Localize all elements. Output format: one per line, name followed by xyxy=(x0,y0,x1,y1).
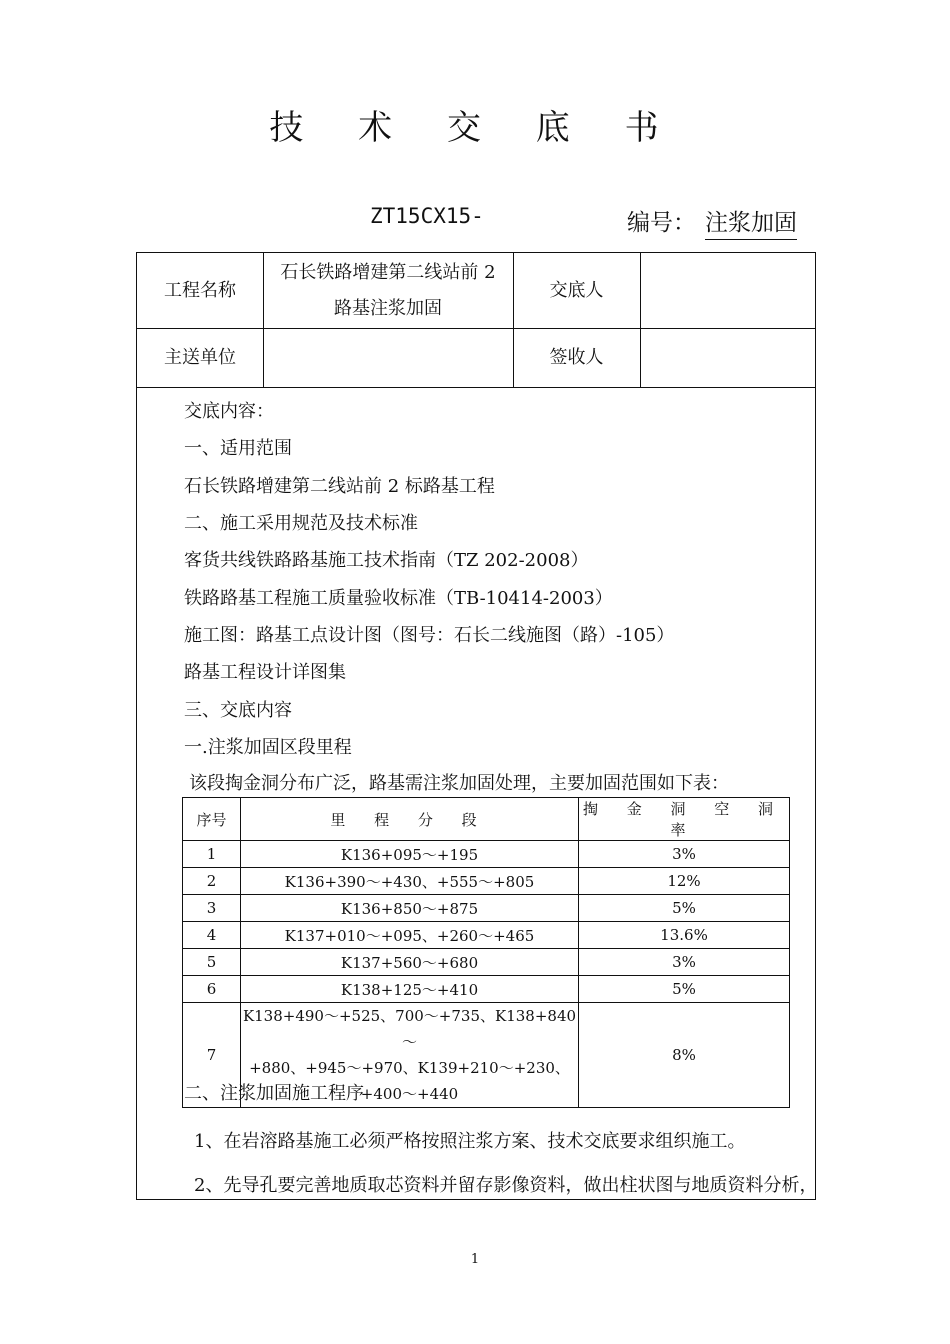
row-rate: 3% xyxy=(579,841,790,868)
row-rate: 12% xyxy=(579,868,790,895)
receiver-value xyxy=(640,328,817,387)
page-number: 1 xyxy=(470,1252,480,1267)
discloser-value xyxy=(640,253,817,328)
table-row xyxy=(183,868,790,895)
table-row xyxy=(183,895,790,922)
row-number: 5 xyxy=(183,949,241,976)
row-range: K137+560～+680 xyxy=(241,949,579,976)
range-line: +400～+440 xyxy=(360,1085,459,1103)
row-number: 3 xyxy=(183,895,241,922)
number-value: 注浆加固 xyxy=(705,204,797,240)
table-header-row xyxy=(183,798,790,841)
section-procedure: 二、注浆加固施工程序 xyxy=(184,1083,364,1104)
row-number: 1 xyxy=(183,841,241,868)
column-header: 序号 xyxy=(183,798,241,841)
row-range: K136+390～+430、+555～+805 xyxy=(241,868,579,895)
unit-label: 主送单位 xyxy=(164,346,236,368)
mileage-table xyxy=(182,797,790,1108)
row-rate: 13.6% xyxy=(579,922,790,949)
project-name-line2: 路基注浆加固 xyxy=(334,297,442,319)
procedure-step: 1、在岩溶路基施工必须严格按照注浆方案、技术交底要求组织施工。 xyxy=(194,1131,746,1152)
project-name-line1: 石长铁路增建第二线站前 2 xyxy=(280,261,496,283)
row-rate: 8% xyxy=(579,1003,790,1108)
document-code: ZT15CX15- xyxy=(370,204,484,228)
row-number: 2 xyxy=(183,868,241,895)
project-name-label: 工程名称 xyxy=(164,279,236,301)
mileage-intro: 该段掏金洞分布广泛，路基需注浆加固处理，主要加固范围如下表： xyxy=(189,773,729,794)
project-name-value xyxy=(263,253,513,328)
table-row xyxy=(183,976,790,1003)
row-rate: 3% xyxy=(579,949,790,976)
content-heading: 交底内容： xyxy=(184,401,274,422)
page-title: 技 术 交 底 书 xyxy=(269,108,681,148)
disclosure-form xyxy=(136,252,816,1200)
scope-text: 石长铁路增建第二线站前 2 标路基工程 xyxy=(184,476,495,497)
procedure-step: 2、先导孔要完善地质取芯资料并留存影像资料，做出柱状图与地质资料分析， xyxy=(194,1175,818,1196)
row-range: K136+850～+875 xyxy=(241,895,579,922)
section-standards: 二、施工采用规范及技术标准 xyxy=(184,513,418,534)
range-line: +880、+945～+970、K139+210～+230、 xyxy=(249,1059,570,1077)
section-scope: 一、适用范围 xyxy=(184,438,292,459)
range-line: K138+490～+525、700～+735、K138+840～ xyxy=(242,1007,577,1051)
receiver-label: 签收人 xyxy=(549,346,604,368)
row-number: 7 xyxy=(183,1003,241,1108)
table-row xyxy=(183,949,790,976)
standard-item: 路基工程设计详图集 xyxy=(184,662,346,683)
row-number: 6 xyxy=(183,976,241,1003)
row-rate: 5% xyxy=(579,895,790,922)
table-row xyxy=(183,922,790,949)
row-range: K138+125～+410 xyxy=(241,976,579,1003)
standard-item: 客货共线铁路路基施工技术指南（TZ 202-2008） xyxy=(184,550,589,571)
subsection-mileage: 一.注浆加固区段里程 xyxy=(184,737,352,758)
discloser-label: 交底人 xyxy=(549,279,604,301)
number-label: 编号： xyxy=(627,210,696,236)
row-range: K137+010～+095、+260～+465 xyxy=(241,922,579,949)
unit-value xyxy=(263,328,513,387)
column-header: 里 程 分 段 xyxy=(241,798,579,841)
row-divider xyxy=(137,387,815,388)
standard-item: 施工图：路基工点设计图（图号：石长二线施图（路）-105） xyxy=(184,625,675,646)
section-content: 三、交底内容 xyxy=(184,700,292,721)
column-header: 掏 金 洞 空 洞 率 xyxy=(579,798,790,841)
row-range: K136+095～+195 xyxy=(241,841,579,868)
row-number: 4 xyxy=(183,922,241,949)
standard-item: 铁路路基工程施工质量验收标准（TB-10414-2003） xyxy=(184,588,613,609)
table-row xyxy=(183,841,790,868)
row-rate: 5% xyxy=(579,976,790,1003)
